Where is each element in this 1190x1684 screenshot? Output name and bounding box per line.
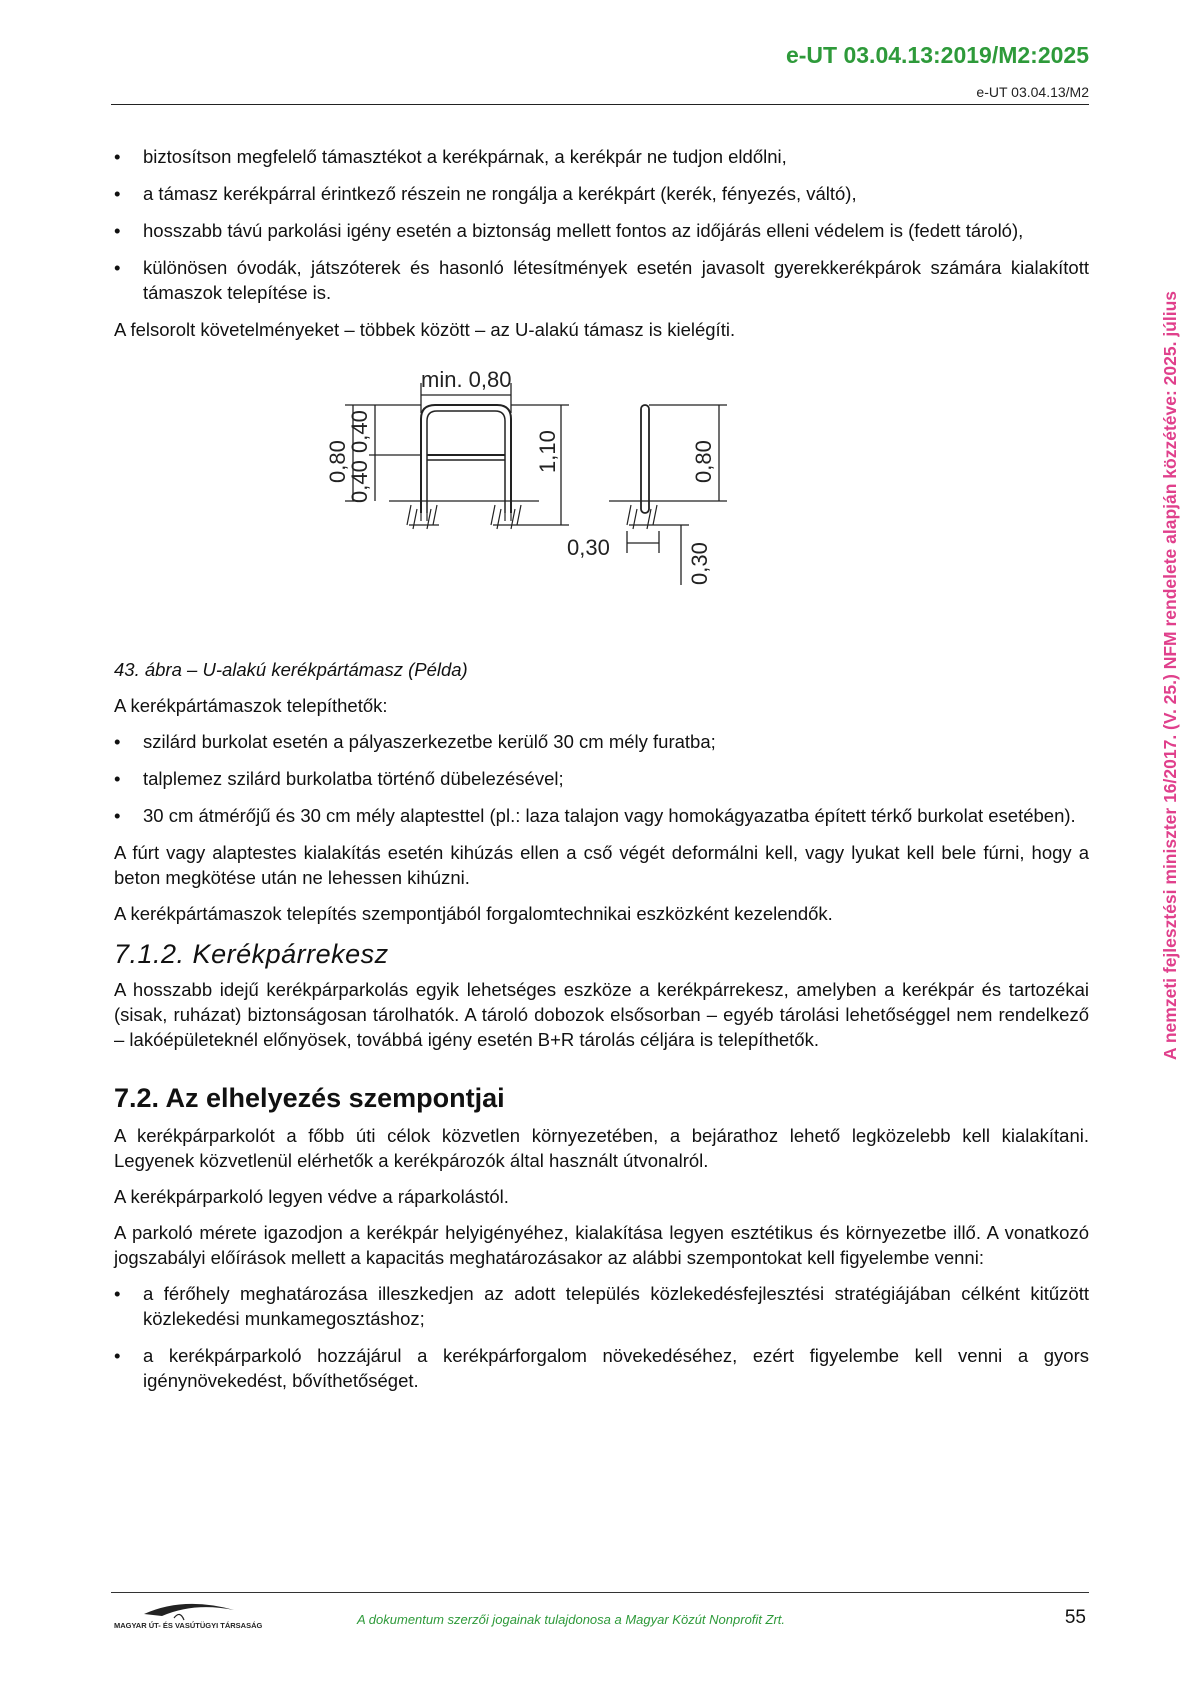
dim-min-label: min. 0,80 <box>421 367 512 392</box>
requirements-list <box>114 144 1089 305</box>
list-item: • szilárd burkolat esetén a pályaszerkezetbe kerülő 30 cm mély furatba; <box>114 729 1089 754</box>
paragraph-drill: A fúrt vagy alaptestes kialakítás esetén kihúzás ellen a cső végét deformálni kell, vagy lyukat kell bele fúrni, hogy a beton megkötése után ne lehessen kihúzni. <box>114 842 1089 888</box>
footer-rule <box>111 1592 1089 1593</box>
publication-side-note: A nemzeti fejlesztési miniszter 16/2017. (V. 25.) NFM rendelete alapján közzétéve: 2025. július <box>1160 290 1180 1060</box>
page-number: 55 <box>1064 1607 1086 1628</box>
list-item: • talplemez szilárd burkolatba történő dübelezésével; <box>114 766 1089 791</box>
list-item: • a kerékpárparkoló hozzájárul a kerékpárforgalom növekedéséhez, ezért figyelembe kell venni a gyors igénynövekedést, bővíthetőséget. <box>114 1343 1089 1393</box>
u-frame-inner <box>427 411 505 513</box>
logo-text: MAGYAR ÚT- ÉS VASÚTÜGYI TÁRSASÁG <box>114 1621 263 1630</box>
subsection-title: 7.1.2. Kerékpárrekesz <box>114 939 389 969</box>
u-stand-drawing <box>309 353 839 643</box>
figure-caption: 43. ábra – U-alakú kerékpártámasz (Példa) <box>114 659 468 680</box>
society-logo <box>114 1596 264 1637</box>
document-id: e-UT 03.04.13:2019/M2:2025 <box>785 42 1089 68</box>
dim-040-lower-label: 0,40 <box>347 460 372 503</box>
list-item: • a támasz kerékpárral érintkező részein ne rongálja a kerékpárt (kerék, fényezés, váltó), <box>114 181 1089 206</box>
install-intro: A kerékpártámaszok telepíthetők: <box>114 695 388 716</box>
paragraph-locker: A hosszabb idejű kerékpárparkolás egyik lehetséges eszköze a kerékpárrekesz, amelyben a kerékpár és tartozékai (sisak, ruházat) biztonságosan tárolhatók. A tároló dobozok elsősorban – egyéb tárolási lehetőséggel nem rendelkező – lakóépületeknél előnyösek, továbbá igény esetén B+R tárolás céljára is telepíthetők. <box>114 979 1089 1050</box>
dim-110-label: 1,10 <box>535 430 560 473</box>
paragraph-placement-2: A kerékpárparkoló legyen védve a ráparkolástól. <box>114 1186 509 1207</box>
u-frame-outer <box>421 405 511 513</box>
paragraph-traffic: A kerékpártámaszok telepítés szempontjából forgalomtechnikai eszközként kezelendők. <box>114 903 833 924</box>
list-item: • hosszabb távú parkolási igény esetén a biztonság mellett fontos az időjárás elleni védelem is (fedett tároló), <box>114 218 1089 243</box>
swoosh-logo-icon <box>114 1596 264 1632</box>
list-item: • 30 cm átmérőjű és 30 cm mély alaptesttel (pl.: laza talajon vagy homokágyazatba épített térkő burkolat esetében). <box>114 803 1089 828</box>
side-view-post <box>641 405 649 513</box>
dim-030-h-label: 0,30 <box>567 535 610 560</box>
capacity-list <box>114 1281 1089 1393</box>
paragraph-placement-1: A kerékpárparkolót a főbb úti célok közvetlen környezetében, a bejárathoz lehető legközelebb kell kialakítani. Legyenek közvetlenül elérhetők a kerékpározók által használt útvonalról. <box>114 1125 1089 1171</box>
install-list <box>114 729 1089 828</box>
page-content <box>114 144 1089 1405</box>
list-item: • biztosítson megfelelő támasztékot a kerékpárnak, a kerékpár ne tudjon eldőlni, <box>114 144 1089 169</box>
paragraph-requirements: A felsorolt követelményeket – többek között – az U-alakú támasz is kielégíti. <box>114 319 736 340</box>
u-stand-figure <box>114 353 1089 645</box>
list-item: • különösen óvodák, játszóterek és hasonló létesítmények esetén javasolt gyerekkerékpárok számára kialakított támaszok telepítése is. <box>114 255 1089 305</box>
dim-080-right-label: 0,80 <box>691 440 716 483</box>
document-subid: e-UT 03.04.13/M2 <box>976 84 1089 100</box>
header-rule <box>111 104 1089 105</box>
list-item: • a férőhely meghatározása illeszkedjen az adott település közlekedésfejlesztési stratégiájában célként kitűzött közlekedési munkamegosztáshoz; <box>114 1281 1089 1331</box>
dim-080-left-label: 0,80 <box>325 440 350 483</box>
copyright-notice: A dokumentum szerzői jogainak tulajdonosa a Magyar Közút Nonprofit Zrt. <box>357 1612 786 1627</box>
dim-040-upper-label: 0,40 <box>347 410 372 453</box>
paragraph-placement-3: A parkoló mérete igazodjon a kerékpár helyigényéhez, kialakítása legyen esztétikus és környezetbe illő. A vonatkozó jogszabályi előírások mellett a kapacitás meghatározásakor az alábbi szempontokat kell figyelembe venni: <box>114 1222 1089 1268</box>
dim-030-v-label: 0,30 <box>687 542 712 585</box>
section-title: 7.2. Az elhelyezés szempontjai <box>114 1083 505 1113</box>
